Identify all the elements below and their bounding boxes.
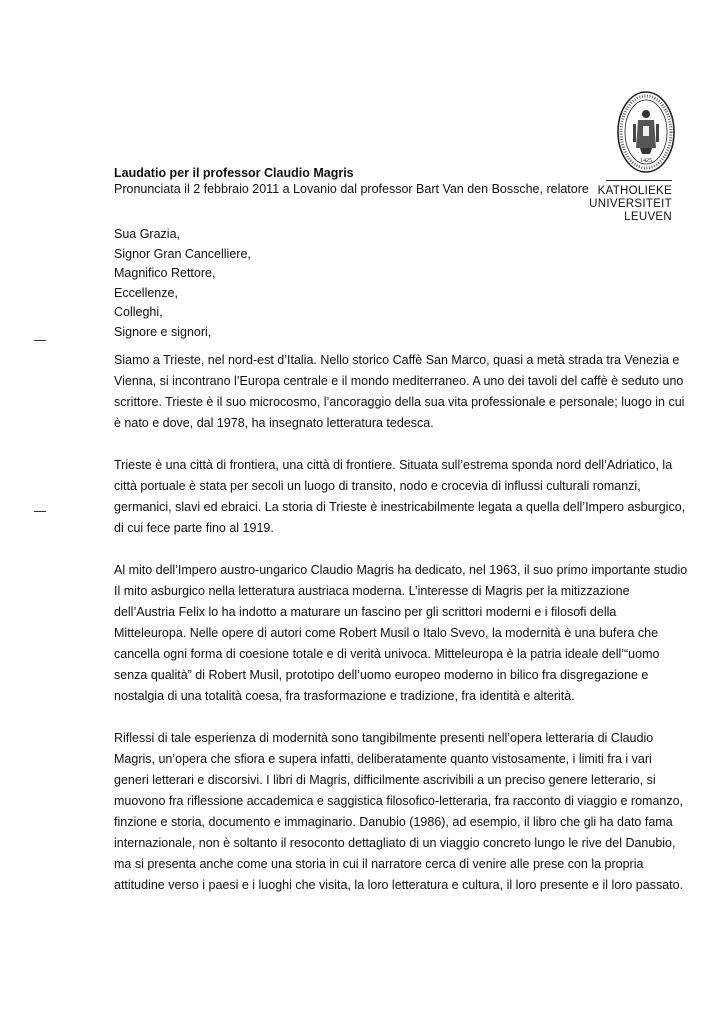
text-line: città portuale è stata per secoli un luogo di transito, nodo e crocevia di influssi culturali romanzi, (114, 479, 641, 493)
text-line: è nato e dove, dal 1978, ha insegnato letteratura tedesca. (114, 416, 434, 430)
text-line: Vienna, si incontrano l’Europa centrale e il mondo mediterraneo. A uno dei tavoli del caffè è seduto uno (114, 374, 684, 388)
text-line: finzione e storia, documento e immaginario. Danubio (1986), ad esempio, il libro che gli ha dato fama (114, 815, 673, 829)
salutation-line: Colleghi, (114, 305, 163, 320)
paragraph (114, 728, 684, 896)
university-logo-text (589, 185, 672, 224)
text-line: Riflessi di tale esperienza di modernità sono tangibilmente presenti nell’opera letteraria di Claudio (114, 731, 654, 745)
text-line: germanici, slavi ed ebraici. La storia di Trieste è inestricabilmente legata a quella dell’Impero asburgico, (114, 500, 686, 514)
body-text (114, 350, 688, 917)
paragraph (114, 350, 685, 434)
margin-mark (34, 340, 46, 341)
text-line: Al mito dell’Impero austro-ungarico Claudio Magris ha dedicato, nel 1963, il suo primo importante studio (114, 563, 688, 577)
text-line: di cui fece parte fino al 1919. (114, 521, 274, 535)
text-line: generi letterari e discorsivi. I libri di Magris, difficilmente ascrivibili a un preciso genere letterario, si (114, 773, 656, 787)
text-line: nostalgia di una totalità coesa, fra trasformazione e tradizione, fra identità e alterità. (114, 689, 575, 703)
text-line: muovono fra riflessione accademica e saggistica filosofico-letteraria, fra racconto di viaggio e romanzo, (114, 794, 684, 808)
paragraph (114, 560, 688, 707)
text-line: cancella ogni forma di coesione totale e di verità univoca. Mitteleuropa è la patria ideale dell’“uomo (114, 647, 660, 661)
salutation-line: Sua Grazia, (114, 227, 181, 241)
text-line: internazionale, non è soltanto il resoconto dettagliato di un viaggio concreto lungo le rive del Danubio, (114, 836, 676, 850)
text-line: Magris, un’opera che sfiora e supera infatti, deliberatamente quanto vistosamente, i limiti fra i vari (114, 752, 652, 766)
text-line: Siamo a Trieste, nel nord-est d’Italia. Nello storico Caffè San Marco, quasi a metà strada tra Venezia e (114, 353, 680, 367)
salutation-line: Signore e signori, (114, 324, 212, 339)
document-title: Laudatio per il professor Claudio Magris (114, 166, 354, 180)
text-line: dell’Austria Felix lo ha indotto a maturare un fascino per gli scrittori moderni e i filosofi della (114, 605, 617, 619)
svg-text:1425: 1425 (640, 158, 652, 164)
salutation-block (114, 225, 251, 343)
logo-line: UNIVERSITEIT (589, 198, 672, 210)
text-line: Mitteleuropa. Nelle opere di autori come Robert Musil o Italo Svevo, la modernità è una bufera che (114, 626, 659, 640)
text-line: attitudine verso i paesi e i luoghi che visita, la loro letteratura e cultura, il loro presente e il loro passato. (114, 878, 684, 892)
text-line: senza qualità” di Robert Musil, prototipo dell’uomo europeo moderno in bilico fra disgregazione e (114, 668, 649, 682)
salutation-line: Signor Gran Cancelliere, (114, 246, 251, 261)
document-subtitle: Pronunciata il 2 febbraio 2011 a Lovanio dal professor Bart Van den Bossche, relatore (114, 182, 589, 196)
text-line: ma si presenta anche come una storia in cui il narratore cerca di venire alle prese con la propria (114, 857, 644, 871)
text-line: Il mito asburgico nella letteratura austriaca moderna. L’interesse di Magris per la mitizzazione (114, 584, 630, 598)
logo-line: LEUVEN (624, 211, 672, 223)
salutation-line: Magnifico Rettore, (114, 266, 216, 281)
logo-rule (606, 180, 672, 181)
margin-mark (34, 511, 46, 512)
paragraph (114, 455, 686, 539)
university-seal-icon (616, 90, 676, 174)
text-line: scrittore. Trieste è il suo microcosmo, l’ancoraggio della sua vita professionale e personale; luogo in cui (114, 395, 685, 409)
salutation-line: Eccellenze, (114, 285, 178, 300)
logo-line: KATHOLIEKE (597, 185, 672, 197)
text-line: Trieste è una città di frontiera, una città di frontiere. Situata sull’estrema sponda nord dell’Adriatico, la (114, 458, 673, 472)
